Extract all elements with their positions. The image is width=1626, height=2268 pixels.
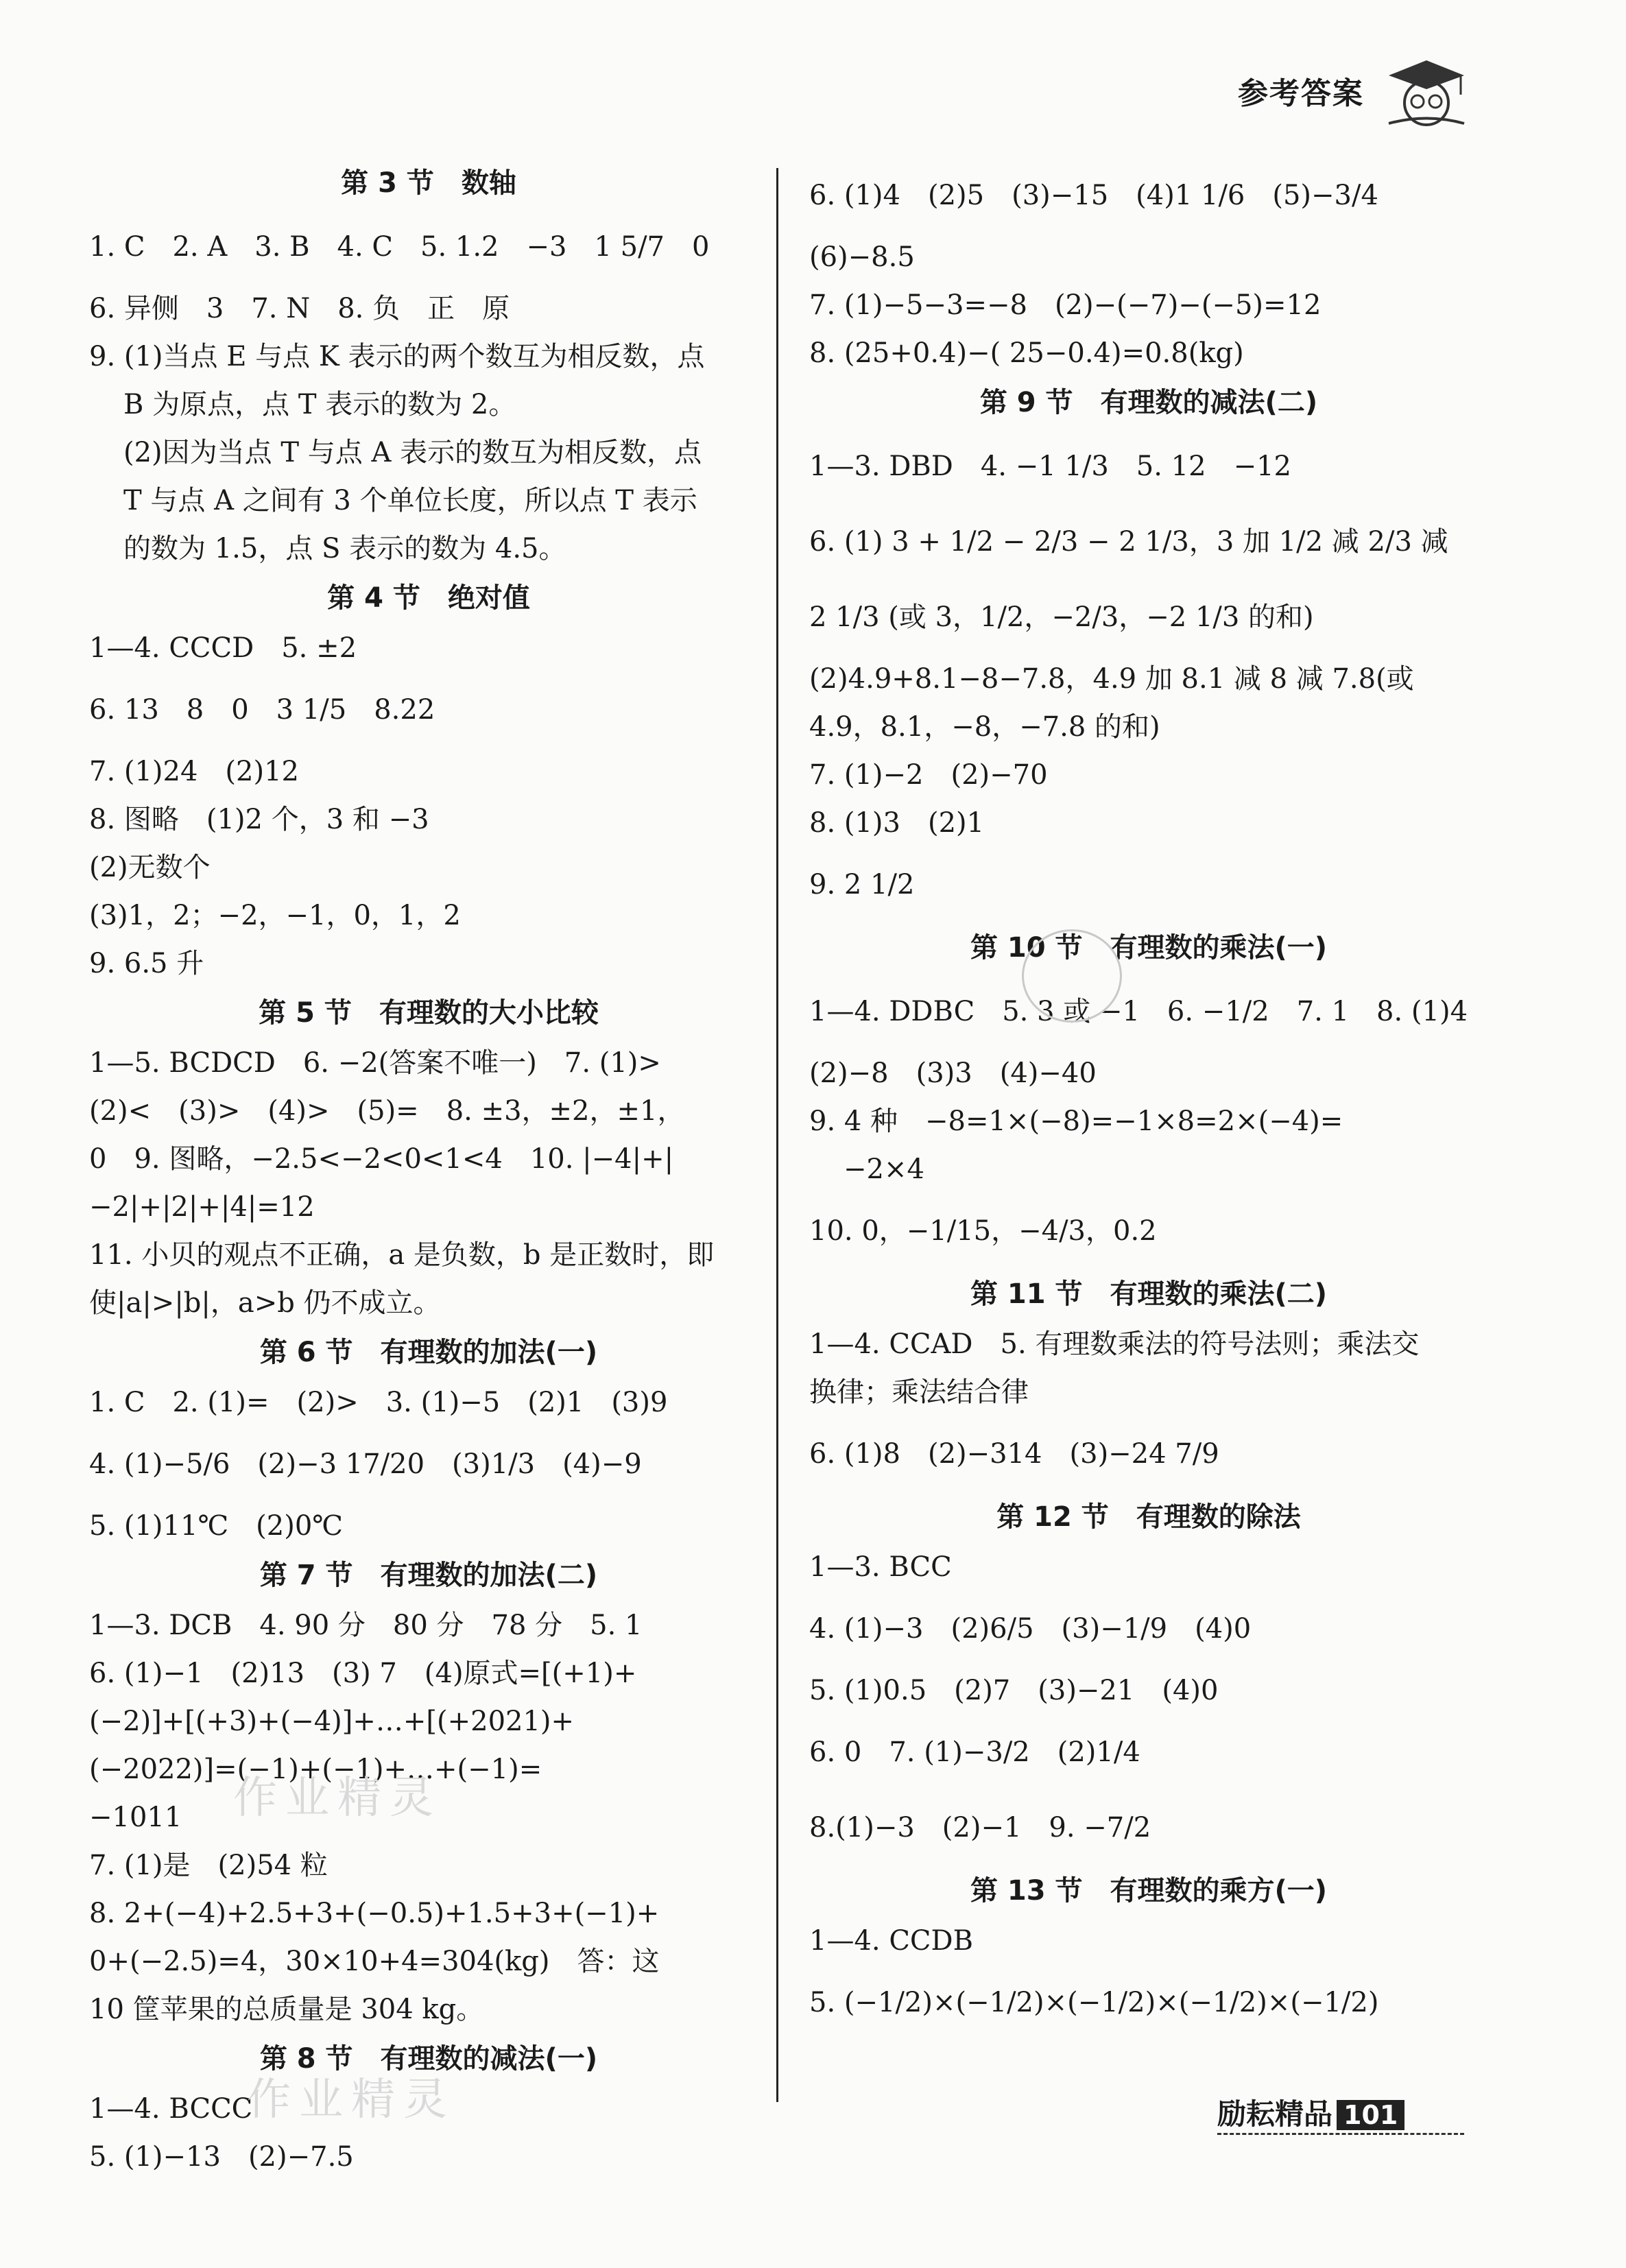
answer-line: 1—3. BCC — [809, 1551, 952, 1583]
section-heading: 第 11 节 有理数的乘法(二) — [970, 1278, 1328, 1310]
answer-line: −2×4 — [844, 1154, 924, 1185]
answer-line: 5. (1)−13 (2)−7.5 — [89, 2141, 354, 2173]
answer-line: 1—4. CCAD 5. 有理数乘法的符号法则；乘法交 — [809, 1328, 1420, 1360]
answer-line: 10 筐苹果的总质量是 304 kg。 — [89, 1994, 484, 2025]
section-heading: 第 7 节 有理数的加法(二) — [259, 1560, 598, 1591]
answer-line: 1—4. CCCD 5. ±2 — [89, 632, 357, 664]
section-heading: 第 8 节 有理数的减法(一) — [259, 2043, 598, 2075]
answer-line: 11. 小贝的观点不正确，a 是负数，b 是正数时，即 — [89, 1239, 715, 1271]
section-heading: 第 13 节 有理数的乘方(一) — [970, 1875, 1328, 1907]
answer-line: 5. (1)11℃ (2)0℃ — [89, 1510, 344, 1542]
answer-line: (−2022)]=(−1)+(−1)+…+(−1)= — [89, 1754, 542, 1785]
answer-line: (2)因为当点 T 与点 A 表示的数互为相反数，点 — [123, 437, 702, 468]
watermark-stamp-icon — [1022, 929, 1122, 1023]
answer-line: 4. (1)−5/6 (2)−3 17/20 (3)1/3 (4)−9 — [89, 1448, 642, 1480]
page-number: 101 — [1337, 2100, 1404, 2130]
answer-line: 1—4. DDBC 5. 3 或 −1 6. −1/2 7. 1 8. (1)4 — [809, 996, 1468, 1027]
footer-brand — [1217, 2092, 1404, 2133]
answer-line: 8.(1)−3 (2)−1 9. −7/2 — [809, 1812, 1151, 1843]
answer-line: 1—3. DBD 4. −1 1/3 5. 12 −12 — [809, 451, 1291, 482]
answers-right-column — [809, 158, 1488, 2040]
answer-line: 0 9. 图略，−2.5<−2<0<1<4 10. |−4|+| — [89, 1143, 674, 1175]
answers-left-column — [89, 158, 768, 2181]
answer-line: 10. 0，−1/15，−4/3，0.2 — [809, 1215, 1157, 1247]
column-divider — [776, 168, 778, 2102]
answer-line: 7. (1)−2 (2)−70 — [809, 759, 1048, 791]
section-heading: 第 6 节 有理数的加法(一) — [259, 1337, 598, 1368]
answer-line: 1—5. BCDCD 6. −2(答案不唯一) 7. (1)> — [89, 1047, 661, 1079]
footer-divider — [1217, 2133, 1464, 2135]
answer-line: 8. 图略 (1)2 个，3 和 −3 — [89, 804, 429, 835]
answer-line: 6. 异侧 3 7. N 8. 负 正 原 — [89, 293, 510, 324]
answer-line: −2|+|2|+|4|=12 — [89, 1191, 315, 1223]
answer-line: T 与点 A 之间有 3 个单位长度，所以点 T 表示 — [123, 485, 697, 516]
answer-line: 1. C 2. A 3. B 4. C 5. 1.2 −3 1 5/7 0 — [89, 231, 710, 263]
answer-line: 4.9，8.1，−8，−7.8 的和) — [809, 711, 1160, 743]
answer-line: 6. 13 8 0 3 1/5 8.22 — [89, 694, 435, 726]
answer-line: 2 1/3 (或 3，1/2，−2/3，−2 1/3 的和) — [809, 601, 1314, 633]
answer-line: (2)无数个 — [89, 852, 211, 883]
answer-line: 6. 0 7. (1)−3/2 (2)1/4 — [809, 1736, 1140, 1768]
section-heading: 第 4 节 绝对值 — [327, 582, 530, 614]
answer-line: 0+(−2.5)=4，30×10+4=304(kg) 答：这 — [89, 1946, 660, 1977]
student-mascot-icon — [1375, 55, 1471, 130]
section-heading: 第 10 节 有理数的乘法(一) — [970, 932, 1328, 964]
section-heading: 第 12 节 有理数的除法 — [996, 1501, 1301, 1533]
answer-line: 5. (−1/2)×(−1/2)×(−1/2)×(−1/2)×(−1/2) — [809, 1987, 1379, 2018]
brand-name: 励耘精品 — [1217, 2097, 1333, 2131]
answer-line: (2)−8 (3)3 (4)−40 — [809, 1058, 1097, 1089]
answer-line: 5. (1)0.5 (2)7 (3)−21 (4)0 — [809, 1675, 1219, 1706]
answer-line: 9. (1)当点 E 与点 K 表示的两个数互为相反数，点 — [89, 341, 705, 372]
answer-line: 8. (25+0.4)−( 25−0.4)=0.8(kg) — [809, 337, 1244, 369]
answer-line: 使|a|>|b|，a>b 仍不成立。 — [89, 1287, 441, 1319]
answer-line: 1—4. BCCC — [89, 2093, 253, 2125]
answer-line: 1—4. CCDB — [809, 1925, 974, 1957]
answer-line: 6. (1)4 (2)5 (3)−15 (4)1 1/6 (5)−3/4 — [809, 180, 1378, 211]
answer-line: 1. C 2. (1)= (2)> 3. (1)−5 (2)1 (3)9 — [89, 1387, 668, 1418]
answer-line: 9. 4 种 −8=1×(−8)=−1×8=2×(−4)= — [809, 1106, 1343, 1137]
answer-line: 7. (1)是 (2)54 粒 — [89, 1850, 328, 1881]
header-title: 参考答案 — [1238, 76, 1364, 111]
answer-line: 换律；乘法结合律 — [809, 1376, 1029, 1408]
answer-line: 4. (1)−3 (2)6/5 (3)−1/9 (4)0 — [809, 1613, 1252, 1645]
answer-line: 7. (1)−5−3=−8 (2)−(−7)−(−5)=12 — [809, 289, 1322, 321]
answer-line: 6. (1)8 (2)−314 (3)−24 7/9 — [809, 1438, 1219, 1470]
answer-line: −1011 — [89, 1802, 182, 1833]
answer-line: (2)< (3)> (4)> (5)= 8. ±3，±2，±1， — [89, 1095, 685, 1127]
answer-line: (6)−8.5 — [809, 241, 915, 273]
answer-line: 8. (1)3 (2)1 — [809, 807, 985, 839]
answer-line: 6. (1) 3 + 1/2 − 2/3 − 2 1/3，3 加 1/2 减 2/3 减 — [809, 526, 1448, 558]
answer-line: 7. (1)24 (2)12 — [89, 756, 299, 787]
answer-line: 9. 2 1/2 — [809, 869, 915, 900]
watermark-text: 作业精灵 — [247, 2075, 455, 2125]
answer-line: (2)4.9+8.1−8−7.8，4.9 加 8.1 减 8 减 7.8(或 — [809, 663, 1414, 695]
section-heading: 第 3 节 数轴 — [341, 167, 516, 199]
answer-line: (3)1，2；−2，−1，0，1，2 — [89, 900, 461, 931]
answer-line: 的数为 1.5，点 S 表示的数为 4.5。 — [123, 533, 566, 564]
watermark-text: 作业精灵 — [233, 1773, 442, 1824]
answer-line: 6. (1)−1 (2)13 (3) 7 (4)原式=[(+1)+ — [89, 1658, 637, 1689]
section-heading: 第 9 节 有理数的减法(二) — [979, 387, 1318, 418]
answer-line: 1—3. DCB 4. 90 分 80 分 78 分 5. 1 — [89, 1610, 643, 1641]
answer-line: B 为原点，点 T 表示的数为 2。 — [123, 389, 516, 420]
answer-line: 8. 2+(−4)+2.5+3+(−0.5)+1.5+3+(−1)+ — [89, 1898, 660, 1929]
section-heading: 第 5 节 有理数的大小比较 — [259, 997, 599, 1029]
answer-line: 9. 6.5 升 — [89, 948, 204, 979]
answer-line: (−2)]+[(+3)+(−4)]+…+[(+2021)+ — [89, 1706, 575, 1737]
